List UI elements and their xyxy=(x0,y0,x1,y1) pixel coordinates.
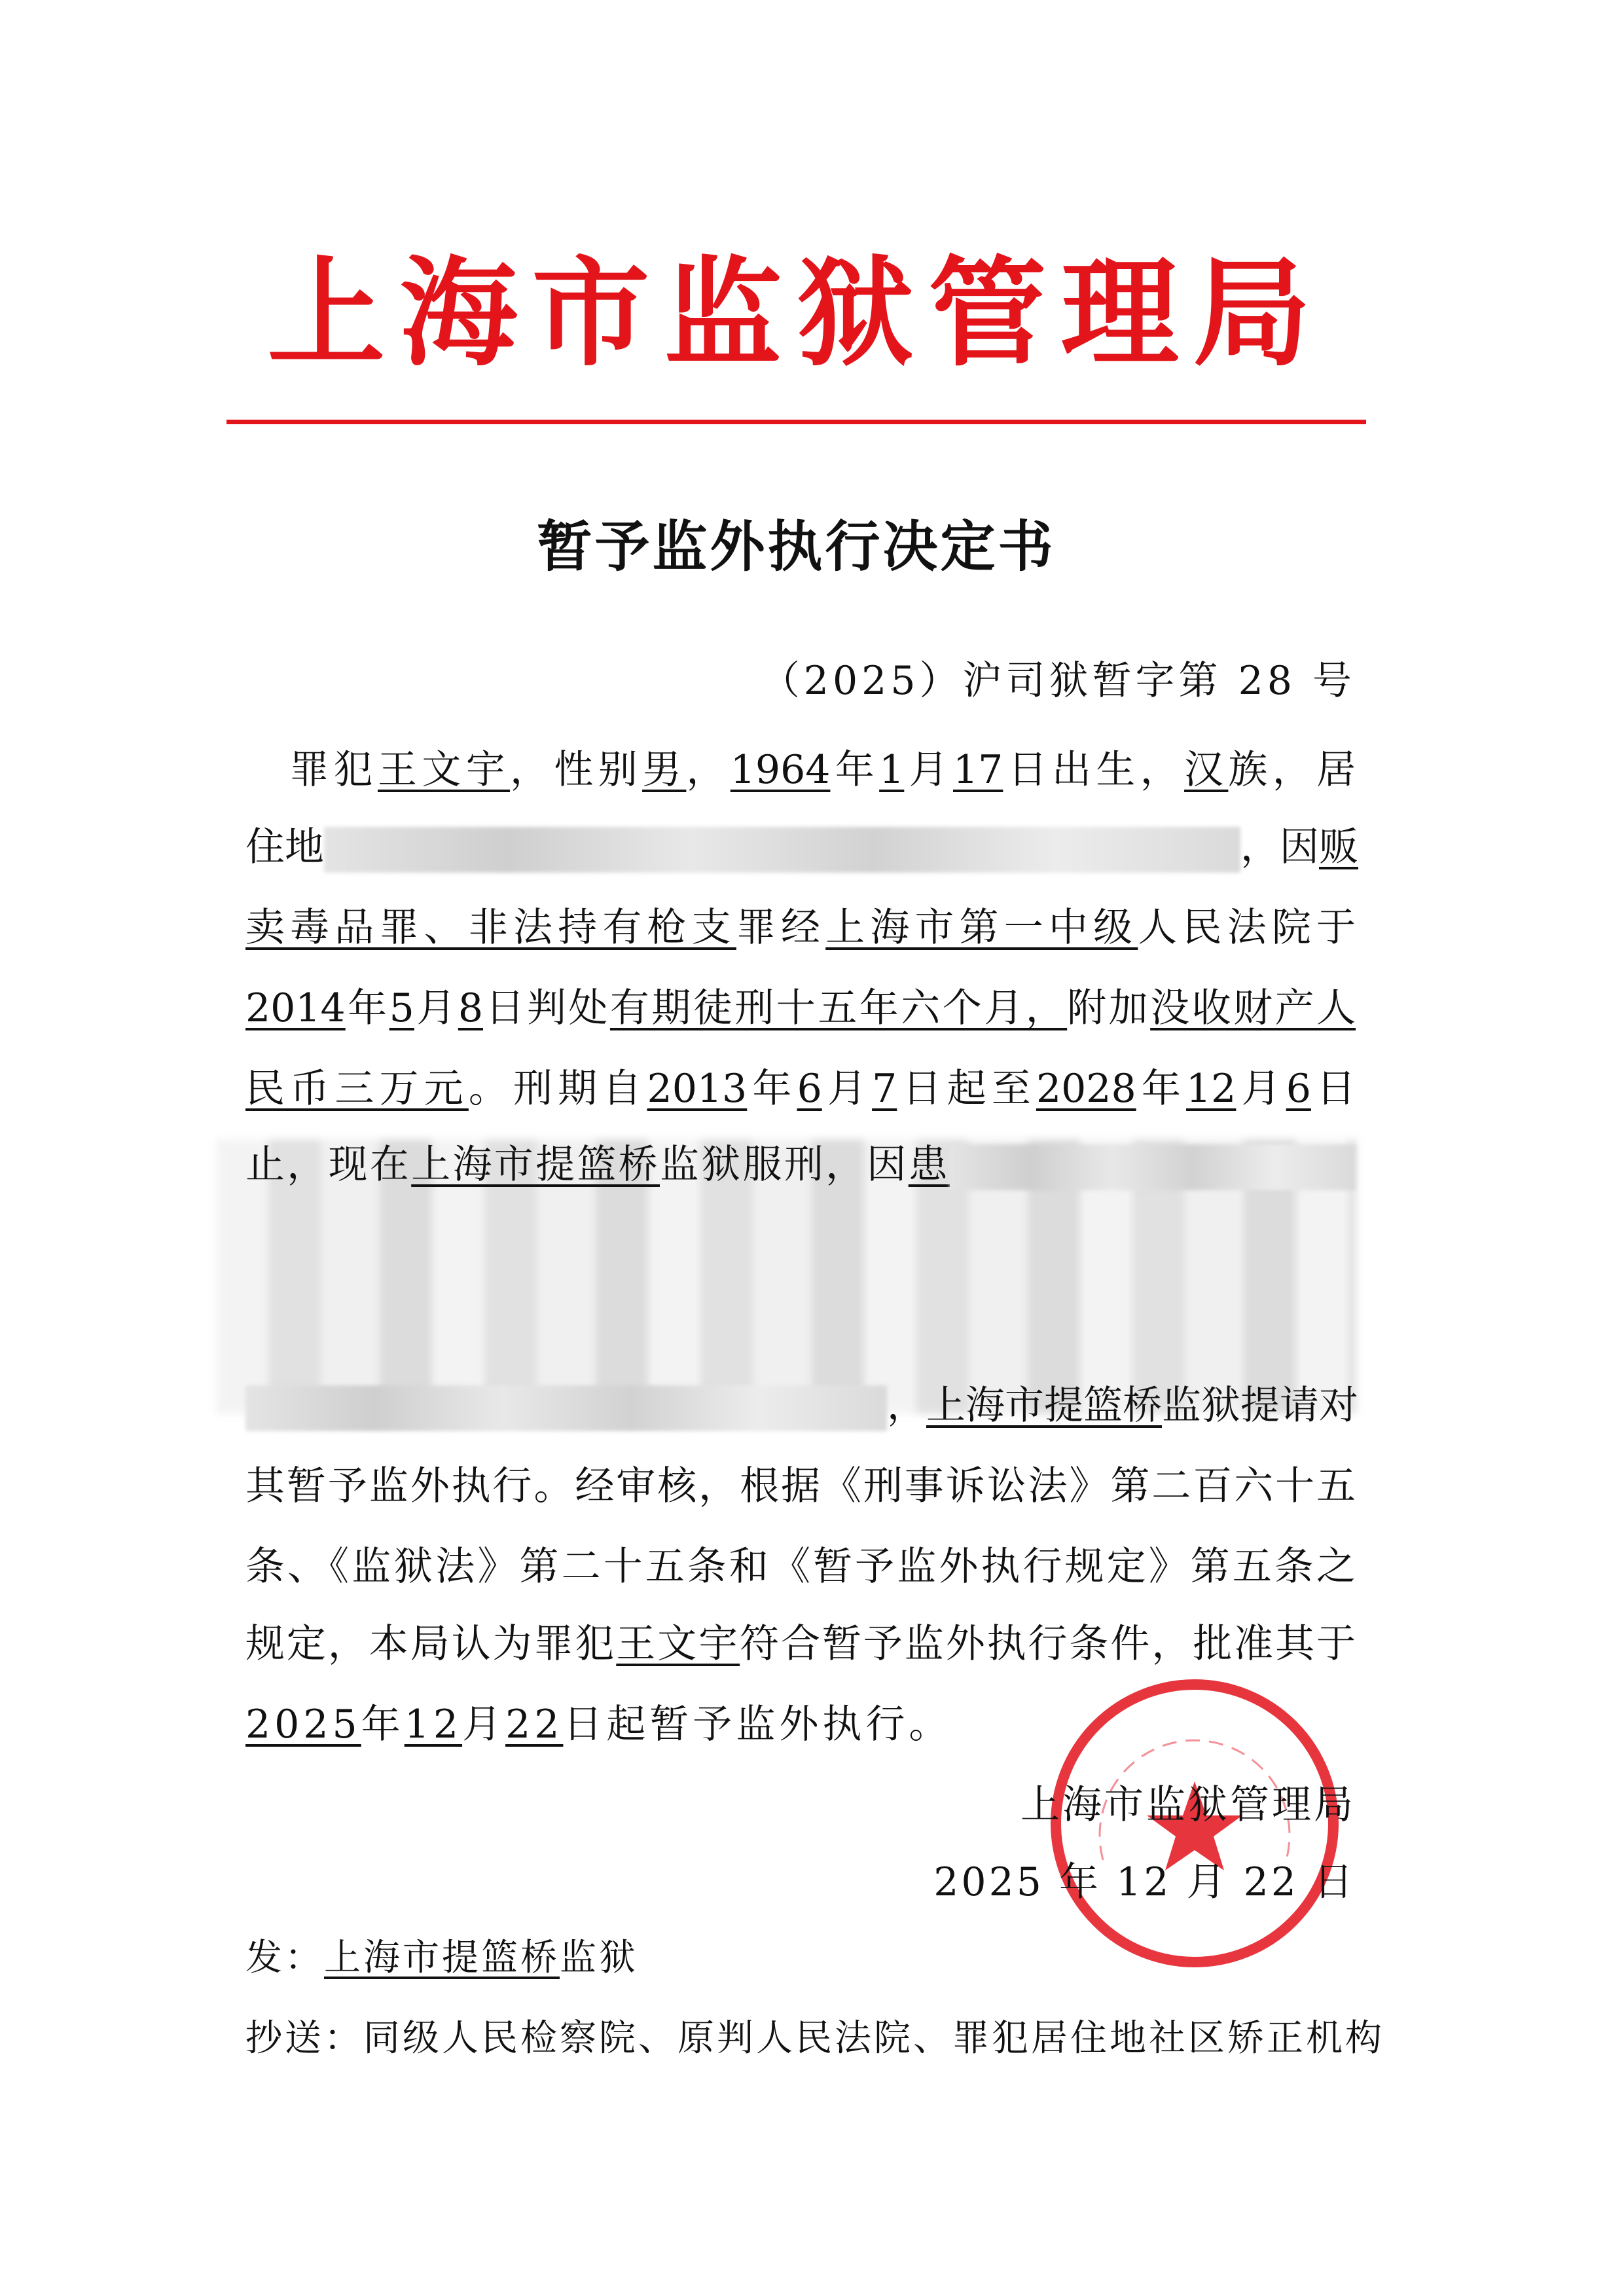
body-text: 族，居 xyxy=(1228,747,1356,793)
issue-date: 2025 年 12 月 22 日 xyxy=(933,1859,1356,1905)
filled-field: 男 xyxy=(642,747,687,793)
body-line xyxy=(245,1063,1356,1115)
body-text: ， xyxy=(686,747,731,793)
body-text: 监狱服刑，因 xyxy=(659,1142,909,1188)
letterhead-org-name: 上海市监狱管理局 xyxy=(267,246,1326,382)
document-title: 暂予监外执行决定书 xyxy=(537,515,1056,579)
body-text: 日起暂予监外执行。 xyxy=(563,1702,952,1747)
filled-field: 8 xyxy=(458,985,484,1031)
body-text: 年 xyxy=(361,1702,405,1747)
filled-field: 民币三万元 xyxy=(245,1066,469,1112)
body-text: 符合暂予监外执行条件，批准其于 xyxy=(740,1621,1356,1667)
body-text: 年 xyxy=(345,985,389,1031)
body-text: 月 xyxy=(904,747,953,793)
body-text: 人民法院于 xyxy=(1138,905,1356,951)
body-text: 月 xyxy=(462,1702,506,1747)
body-text: 罪经 xyxy=(736,905,826,951)
redacted-text xyxy=(245,1385,887,1431)
body-line xyxy=(245,1618,1356,1670)
filled-field: 贩 xyxy=(1319,824,1358,870)
body-line xyxy=(245,1139,1356,1191)
document-number: （2025）沪司狱暂字第 28 号 xyxy=(760,658,1356,704)
filled-field: 2025 xyxy=(245,1702,361,1747)
body-text: 。刑期自 xyxy=(468,1066,647,1112)
filled-field: 2013 xyxy=(647,1066,748,1112)
body-text: ，性别 xyxy=(510,747,643,793)
filled-field: 6 xyxy=(797,1066,822,1112)
body-text: 其暂予监外执行。经审核，根据《刑事诉讼法》第二百六十五 xyxy=(245,1463,1356,1509)
body-text: ，因 xyxy=(1240,824,1319,870)
body-line xyxy=(245,744,1356,796)
body-text: 月 xyxy=(414,985,458,1031)
body-text: 日 xyxy=(1310,1066,1356,1112)
filled-field: 7 xyxy=(872,1066,897,1112)
filled-field: 上海市第一中级 xyxy=(825,905,1138,951)
filled-field: 有期徒刑十五年六个月， xyxy=(609,985,1068,1031)
body-line xyxy=(245,821,1356,873)
body-text: 监狱提请对 xyxy=(1162,1383,1358,1429)
filled-field: 12 xyxy=(404,1702,463,1747)
body-line xyxy=(245,1460,1356,1512)
send-label: 发： xyxy=(245,1937,324,1979)
body-text: ， xyxy=(887,1383,926,1429)
body-text: 止，现在 xyxy=(245,1142,412,1188)
filled-field: 没收财产人 xyxy=(1150,985,1356,1031)
body-text: 条、《监狱法》第二十五条和《暂予监外执行规定》第五条之 xyxy=(245,1544,1356,1590)
redacted-text xyxy=(324,827,1240,873)
filled-field: 2014 xyxy=(245,985,346,1031)
filled-field: 上海市提篮桥 xyxy=(926,1383,1162,1429)
body-text: 日起至 xyxy=(897,1066,1036,1112)
filled-field: 上海市提篮桥 xyxy=(411,1142,660,1188)
cc-list: 抄送：同级人民检察院、原判人民法院、罪犯居住地社区矫正机构 xyxy=(245,2017,1384,2060)
body-text: 月 xyxy=(822,1066,873,1112)
filled-field: 卖毒品罪、非法持有枪支 xyxy=(245,905,736,951)
body-text: 年 xyxy=(747,1066,797,1112)
body-text: 规定，本局认为罪犯 xyxy=(245,1621,617,1667)
body-text: 罪犯 xyxy=(245,747,378,793)
body-text: 年 xyxy=(830,747,880,793)
body-text: 日出生， xyxy=(1003,747,1185,793)
body-text: 住地 xyxy=(245,824,324,870)
body-text: 日判处 xyxy=(483,985,610,1031)
filled-field: 1 xyxy=(879,747,905,793)
send-suffix: 监狱 xyxy=(560,1937,638,1979)
body-line xyxy=(245,1698,952,1751)
issuer-signature: 上海市监狱管理局 xyxy=(1020,1782,1356,1828)
filled-field: 2028 xyxy=(1036,1066,1136,1112)
body-line xyxy=(245,982,1356,1034)
send-to-prison: 上海市提篮桥 xyxy=(324,1937,560,1979)
filled-field: 汉 xyxy=(1184,747,1229,793)
body-text: 附加 xyxy=(1067,985,1151,1031)
filled-field: 17 xyxy=(953,747,1003,793)
filled-field: 6 xyxy=(1286,1066,1311,1112)
filled-field: 5 xyxy=(389,985,414,1031)
filled-field: 王文宇 xyxy=(378,747,511,793)
filled-field: 王文宇 xyxy=(616,1621,740,1667)
redacted-text xyxy=(950,1144,1356,1190)
filled-field: 22 xyxy=(505,1702,564,1747)
body-text: 年 xyxy=(1136,1066,1186,1112)
send-to xyxy=(245,1932,638,1984)
filled-field: 1964 xyxy=(730,747,831,793)
body-line xyxy=(245,1379,1356,1432)
body-text: 月 xyxy=(1236,1066,1286,1112)
letterhead-red-rule xyxy=(226,420,1366,424)
body-line xyxy=(245,1540,1356,1593)
filled-field: 患 xyxy=(908,1142,950,1188)
filled-field: 12 xyxy=(1186,1066,1237,1112)
body-line xyxy=(245,902,1356,954)
